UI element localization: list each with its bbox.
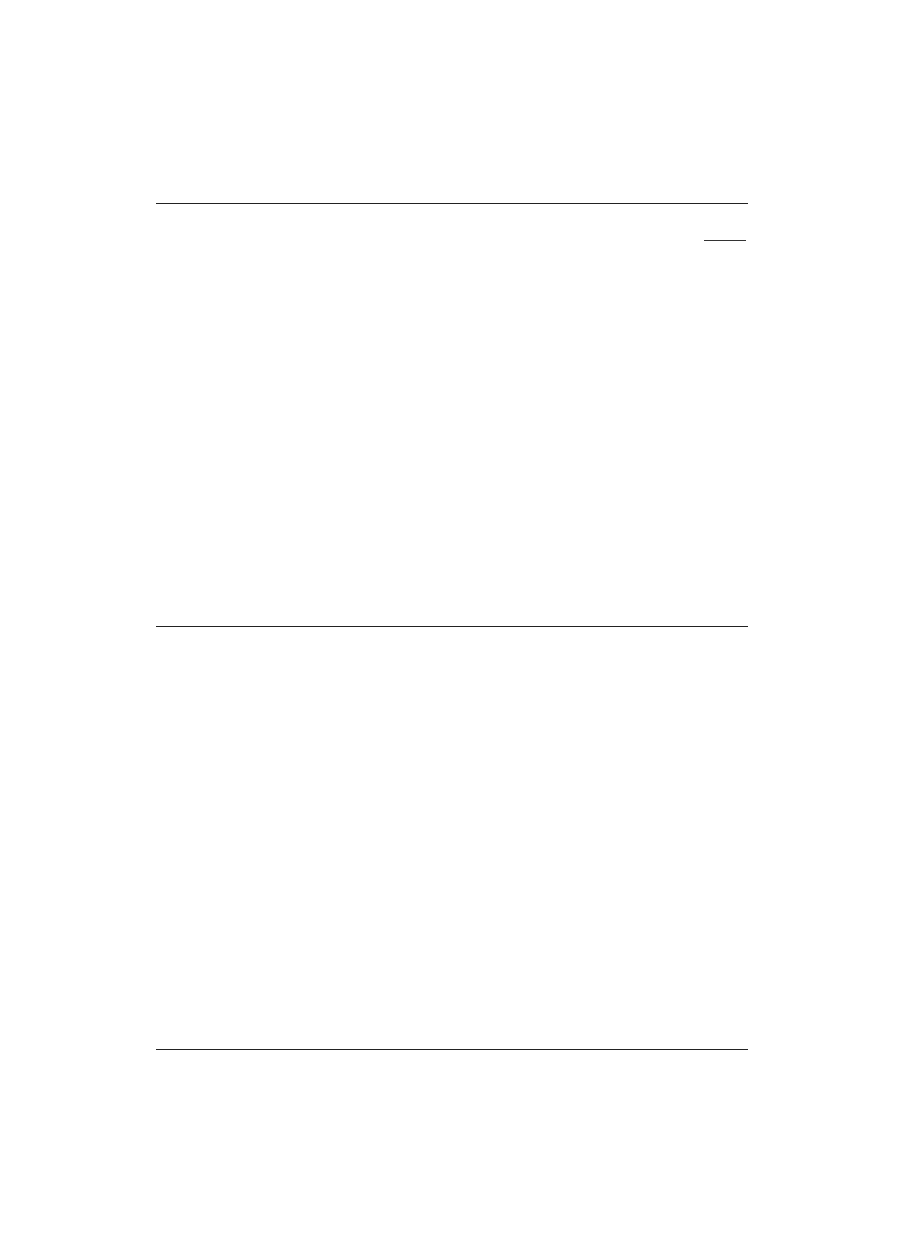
middle-rule [156,626,748,627]
footnote-rule [704,240,746,241]
bottom-rule [156,1049,748,1050]
top-rule [156,203,748,204]
